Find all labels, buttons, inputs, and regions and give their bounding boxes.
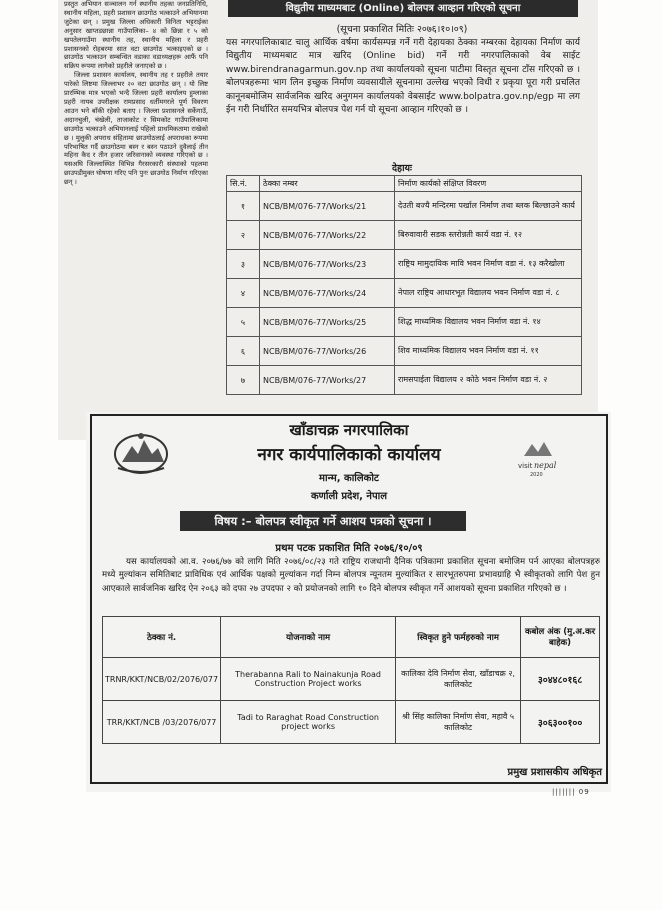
tender-notice bbox=[216, 0, 588, 408]
cell-sn: ३ bbox=[227, 250, 260, 279]
notice-body: यस कार्यालयको आ.व. २०७६/७७ को लागि मिति २०७६/०८/२३ गते राष्ट्रिय राजधानी दैनिक पत्रिकामा प्रकाशित सूचना बमोजिम पर्न आएका बोलपत्रहरु मध्ये मुल्यांकन समितिबाट प्राविधिक एवं आर्थिक पक्षको मुल्यांकन गर्दा निम्न बोलपत्र न्यूनतम मुल्यांकित र सारभूतरुपमा प्रभावग्राहि भै स्वीकृतको लागि पेश हुन आएकाले सार्वजनिक खरिद ऐन २०६३ को दफा २७ उपदफा २ को प्रयोजनको लागि १० दिने बोलपत्र स्वीकृत गर्ने आशयको सूचना प्रकाशित गरिएको छ । bbox=[102, 557, 600, 594]
cell-description: रामसपाईता विद्यालय २ कोठे भवन निर्माण वडा नं. २ bbox=[395, 366, 582, 395]
cell-sn: ७ bbox=[227, 366, 260, 395]
cell-bid-amount: ३०४४८०१६८ bbox=[521, 658, 600, 701]
page-footer-mark: ||||||| 09 bbox=[552, 788, 590, 796]
cell-description: बिरुवावारी सडक स्तरोन्नती कार्य वडा नं. १२ bbox=[395, 221, 582, 250]
cell-description: राष्ट्रिय मामुदायिक मावि भवन निर्माण वडा नं. १३ करैखोला bbox=[395, 250, 582, 279]
cell-sn: ५ bbox=[227, 308, 260, 337]
table-header-row bbox=[227, 176, 582, 192]
office-name: नगर कार्यपालिकाको कार्यालय bbox=[257, 445, 441, 465]
svg-text:2020: 2020 bbox=[530, 472, 543, 478]
table-row bbox=[227, 308, 582, 337]
office-address: मान्म, कालिकोट bbox=[319, 473, 379, 484]
award-table bbox=[102, 616, 600, 744]
first-publish-date: प्रथम पटक प्रकाशित मिति २०७६/१०/०९ bbox=[275, 543, 423, 554]
table-row bbox=[227, 279, 582, 308]
cell-sn: २ bbox=[227, 221, 260, 250]
col-header-contract: ठेक्का नम्बर bbox=[260, 176, 395, 192]
table-row bbox=[227, 221, 582, 250]
svg-text:nepal: nepal bbox=[534, 461, 557, 470]
tender-table bbox=[226, 175, 582, 395]
table-header-row bbox=[103, 617, 600, 658]
news-column bbox=[64, 0, 208, 412]
col-header-description: निर्माण कार्यको संक्षिप्त विवरण bbox=[395, 176, 582, 192]
tender-publish-date: (सूचना प्रकाशित मितिः २०७६।१०।०९) bbox=[336, 24, 468, 35]
col-header-bid-amount: कबोल अंक (मु.अ.कर बाहेक) bbox=[521, 617, 600, 658]
news-paragraph: प्रस्तुत अभियान सञ्चालन गर्न स्थानीय तहका जनप्रतिनिधि, स्थानीय महिला, प्रहरी प्रशासन छाउगोठ भत्काउने अभियानमा जुटेका छन् । प्रमुख जिल्ला अधिकारी विनिता भट्टराईका अनुसार खाप्तडछान्ना गाउँपालिका– ४ को छिन्ना र ५ को खपतेलगाउँमा स्थानीय तह, स्थानीय महिला र प्रहरी प्रशासनको रोहबरमा सात वटा छाउगोठ भत्काइएको छ । छाउगोठ भत्काउन सम्बन्धित वडाका वडाध्यक्षहरू आफैं पनि सक्रिय रूपमा लागेको प्रहरीले जनाएको छ । bbox=[64, 0, 208, 71]
cell-sn: ४ bbox=[227, 279, 260, 308]
signature-title: प्रमुख प्रशासकीय अधिकृत bbox=[507, 767, 602, 778]
cell-contract: NCB/BM/076-77/Works/27 bbox=[260, 366, 395, 395]
col-header-project: योजनाको नाम bbox=[221, 617, 396, 658]
table-row bbox=[103, 701, 600, 744]
table-row bbox=[227, 366, 582, 395]
cell-contract: NCB/BM/076-77/Works/26 bbox=[260, 337, 395, 366]
cell-bid-amount: ३०६३००१०० bbox=[521, 701, 600, 744]
cell-description: देउती बज्यै मन्दिरमा पर्खाल निर्माण तथा ब्लक बिल्छाउने कार्य bbox=[395, 192, 582, 221]
municipality-name: खाँडाचक्र नगरपालिका bbox=[289, 421, 409, 439]
cell-contract-no: TRNR/KKT/NCB/02/2076/077 bbox=[103, 658, 221, 701]
cell-contract: NCB/BM/076-77/Works/21 bbox=[260, 192, 395, 221]
cell-project: Therabanna Rali to Nainakunja Road Construction Project works bbox=[221, 658, 396, 701]
intent-notice bbox=[90, 414, 608, 784]
tender-body: यस नगरपालिकाबाट चालु आर्थिक वर्षमा कार्यसम्पन्न गर्ने गरी देहायका ठेक्का नम्बरका देहायका निर्माण कार्य विद्युतीय माध्यमबाट मात्र खरिद (Online bid) गर्ने गरी नगरपालिकाको वेब साईट www.birendranagarmun.gov.np तथा कार्यालयको सूचना पाटीमा विस्तृत सूचना टाँस गरिएको छ । बोलपत्रहरूमा भाग लिन इच्छुक निर्माण व्यवसायीले सूचनामा उल्लेख भएको विधी र प्रकृया पूरा गरी प्रचलित कानूनबमोजिम सार्वजनिक खरिद अनुगमन कार्यालयको वेबसाईट www.bolpatra.gov.np/egp मा लग ईन गरी निर्धारित समयभित्र बोलपत्र पेश गर्न यो सूचना आव्हान गरिएको छ । bbox=[226, 38, 580, 116]
cell-firm: कालिका देवि निर्माण सेवा, खाँडाचक्र २, कालिकोट bbox=[396, 658, 521, 701]
table-row bbox=[103, 658, 600, 701]
cell-description: नेपाल राष्ट्रिय आधारभूत विद्यालय भवन निर्माण वडा नं. ८ bbox=[395, 279, 582, 308]
cell-description: शिव माध्यमिक विद्यालय भवन निर्माण वडा नं. ११ bbox=[395, 337, 582, 366]
table-row bbox=[227, 337, 582, 366]
cell-contract: NCB/BM/076-77/Works/22 bbox=[260, 221, 395, 250]
cell-contract: NCB/BM/076-77/Works/23 bbox=[260, 250, 395, 279]
cell-contract: NCB/BM/076-77/Works/25 bbox=[260, 308, 395, 337]
tender-table-title: देहायः bbox=[392, 163, 412, 174]
cell-sn: १ bbox=[227, 192, 260, 221]
cell-description: शिद्ध माध्यमिक विद्यालय भवन निर्माण वडा नं. १४ bbox=[395, 308, 582, 337]
news-paragraph: जिल्ला प्रशासन कार्यालय, स्थानीय तह र प्रहरीले तयार पारेको लिष्टमा जिल्लाभर २० वटा छाउगोठ छन् । यो लिष्ट प्रारम्भिक मात्र भएको भन्दै जिल्ला प्रहरी कार्यालय हुम्लाका प्रहरी नायब उपरीक्षक रामप्रसाद धर्तीमगरले पूर्ण विवरण आउन भने बाँकी रहेको बताए । जिल्ला प्रशासनले सर्केगाउँ, अदानचुली, चंखेली, ताजाकोट र सिमकोट गाउँपालिकामा छाउगोठ भत्काउने अभियानलाई पहिलो प्राथमिकतामा राखेको छ । मुलुकी अपराध संहितामा छाउगोठलाई अपराधका रूपमा परिभाषित गर्दै छाउगोठमा बस्न र बस्न पठाउने दुवैलाई तीन महिना कैद र तीन हजार जरिवानाको व्यवस्था गरिएको छ । यसअघि जिल्लास्थित विभिन्न गैरसरकारी संस्थाको पहलमा छाउपडीमुक्त घोषणा गरिए पनि पुनः छाउगोठ निर्माण गरिएका छन् । bbox=[64, 71, 208, 187]
notice-subject: विषय :– बोलपत्र स्वीकृत गर्ने आशय पत्रको सूचना । bbox=[180, 511, 466, 531]
tender-banner: विद्युतीय माध्यमबाट (Online) बोलपत्र आव्हान गरिएको सूचना bbox=[228, 0, 578, 17]
col-header-sn: सि.नं. bbox=[227, 176, 260, 192]
col-header-firm: स्विकृत हुने फर्महरुको नाम bbox=[396, 617, 521, 658]
cell-firm: श्री सिंह कालिका निर्माण सेवा, महावै ५ कालिकोट bbox=[396, 701, 521, 744]
col-header-contract-no: ठेक्का नं. bbox=[103, 617, 221, 658]
table-row bbox=[227, 250, 582, 279]
cell-project: Tadi to Raraghat Road Construction project works bbox=[221, 701, 396, 744]
cell-sn: ६ bbox=[227, 337, 260, 366]
table-row bbox=[227, 192, 582, 221]
svg-text:visit: visit bbox=[518, 462, 533, 470]
province-name: कर्णाली प्रदेश, नेपाल bbox=[310, 491, 388, 502]
cell-contract-no: TRR/KKT/NCB /03/2076/077 bbox=[103, 701, 221, 744]
cell-contract: NCB/BM/076-77/Works/24 bbox=[260, 279, 395, 308]
